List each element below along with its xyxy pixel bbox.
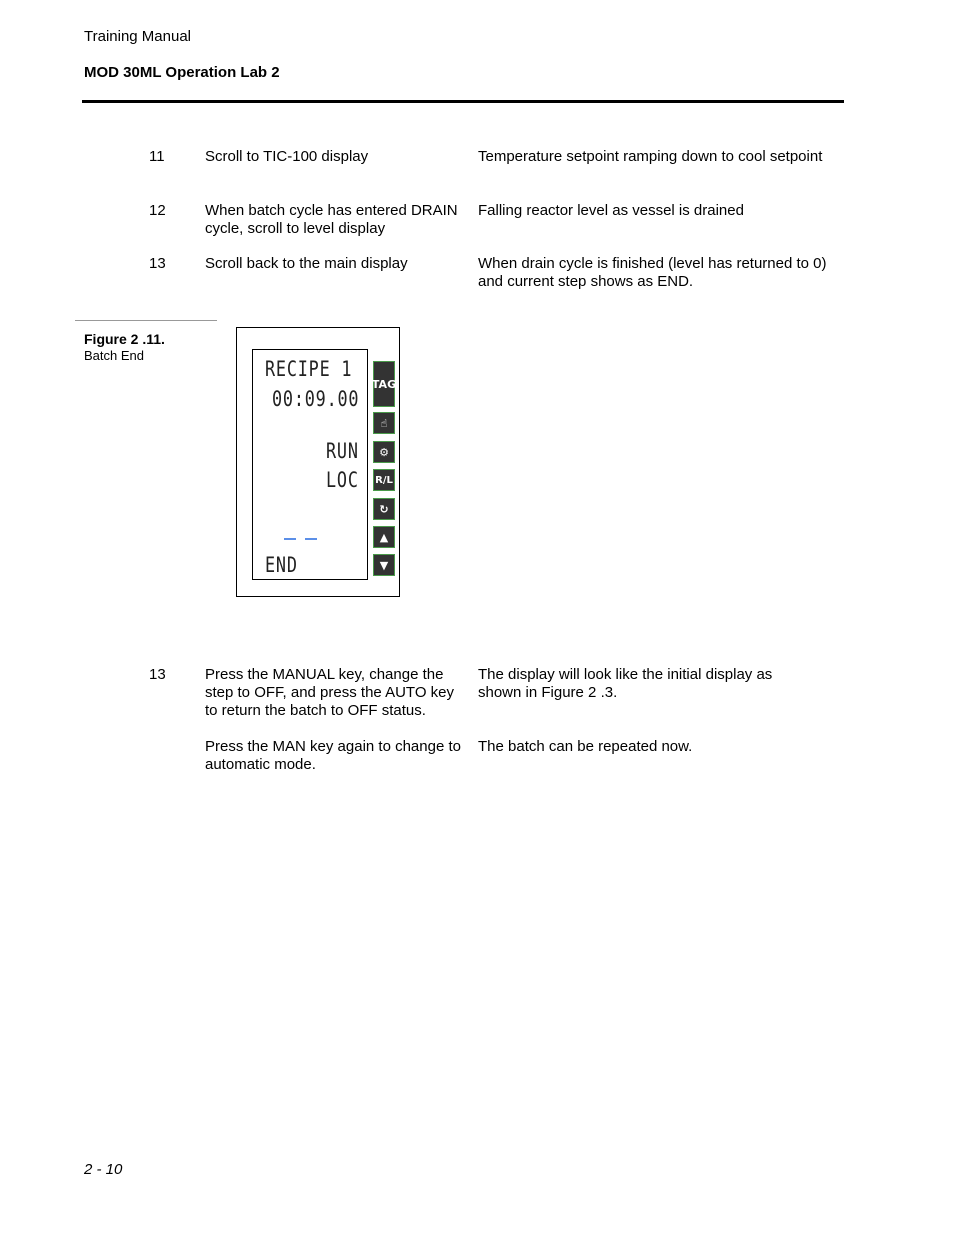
display-recipe: RECIPE 1 bbox=[265, 357, 353, 381]
tag-key-icon: TAG bbox=[373, 361, 395, 407]
step-number: 13 bbox=[149, 255, 166, 272]
step-result: Falling reactor level as vessel is drained bbox=[478, 202, 744, 219]
step-number: 12 bbox=[149, 202, 166, 219]
display-status-run: RUN bbox=[326, 439, 359, 463]
step-action: Scroll back to the main display bbox=[205, 255, 408, 272]
figure-title: Figure 2 .11. bbox=[84, 331, 165, 347]
step-result: When drain cycle is finished (level has returned to 0) and current step shows as END. bbox=[478, 255, 827, 290]
step-action: Press the MANUAL key, change the step to OFF, and press the AUTO key to return the batch to OFF status. bbox=[205, 666, 455, 719]
step-result: Temperature setpoint ramping down to cool setpoint bbox=[478, 148, 823, 165]
manual-hand-icon: ☝ bbox=[373, 412, 395, 434]
display-status-loc: LOC bbox=[326, 468, 359, 492]
step-action: Press the MAN key again to change to automatic mode. bbox=[205, 738, 461, 773]
remote-local-icon: R/L bbox=[373, 469, 395, 491]
page-number: 2 - 10 bbox=[84, 1161, 123, 1178]
step-action: Scroll to TIC-100 display bbox=[205, 148, 369, 165]
step-result: The batch can be repeated now. bbox=[478, 738, 693, 755]
manual-title: Training Manual bbox=[84, 28, 191, 45]
auto-icon: ⚙ bbox=[373, 441, 395, 463]
display-time: 00:09.00 bbox=[272, 387, 360, 411]
up-arrow-icon: ▲ bbox=[373, 526, 395, 548]
step-result: The display will look like the initial display as shown in Figure 2 .3. bbox=[478, 666, 773, 701]
cycle-icon: ↻ bbox=[373, 498, 395, 520]
header-divider bbox=[82, 100, 844, 103]
down-arrow-icon: ▼ bbox=[373, 554, 395, 576]
step-number: 11 bbox=[149, 148, 165, 165]
figure-caption: Batch End bbox=[84, 348, 144, 363]
controller-display bbox=[252, 349, 368, 580]
step-number: 13 bbox=[149, 666, 166, 683]
display-dash bbox=[284, 538, 296, 540]
step-action: When batch cycle has entered DRAIN cycle, scroll to level display bbox=[205, 202, 458, 237]
figure-divider bbox=[75, 320, 217, 321]
display-step: END bbox=[265, 553, 298, 577]
display-dash bbox=[305, 538, 317, 540]
section-title: MOD 30ML Operation Lab 2 bbox=[84, 64, 280, 81]
